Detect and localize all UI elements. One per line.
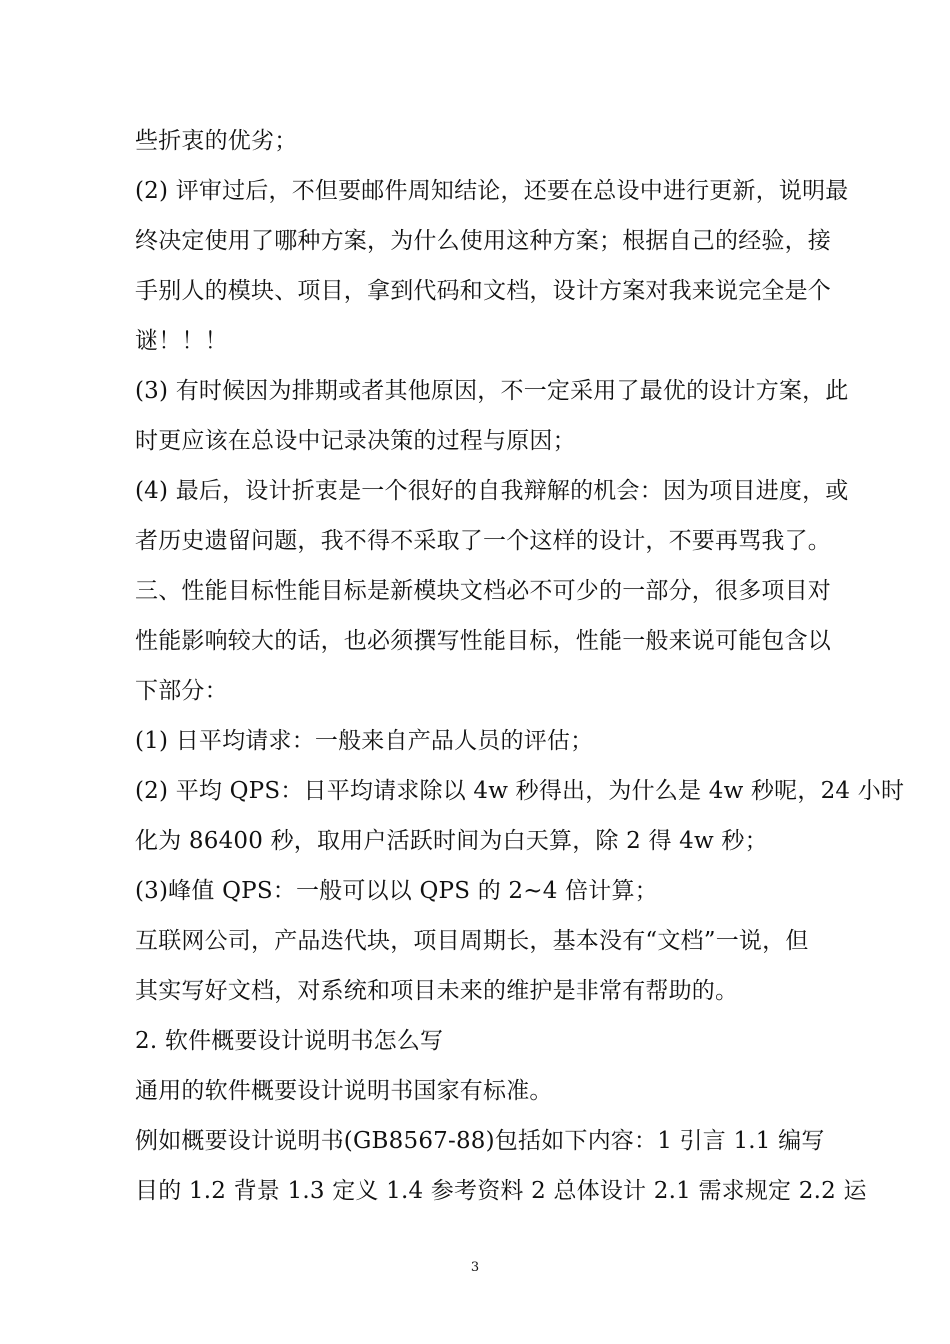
text-line: (2) 评审过后，不但要邮件周知结论，还要在总设中进行更新，说明最 [135, 178, 849, 204]
text-line: 化为 86400 秒，取用户活跃时间为白天算，除 2 得 4w 秒； [135, 828, 768, 854]
text-line: 互联网公司，产品迭代块，项目周期长，基本没有“文档”一说，但 [135, 928, 809, 954]
text-line: (4) 最后，设计折衷是一个很好的自我辩解的机会：因为项目进度，或 [135, 478, 849, 504]
text-line: (3)峰值 QPS：一般可以以 QPS 的 2~4 倍计算； [135, 878, 658, 904]
text-line: (2) 平均 QPS：日平均请求除以 4w 秒得出，为什么是 4w 秒呢，24 小时 [135, 778, 905, 804]
section-heading: 2. 软件概要设计说明书怎么写 [135, 1028, 444, 1054]
text-line: 三、性能目标性能目标是新模块文档必不可少的一部分，很多项目对 [135, 578, 831, 604]
text-line: 终决定使用了哪种方案，为什么使用这种方案；根据自己的经验，接 [135, 228, 831, 254]
text-line: (1) 日平均请求：一般来自产品人员的评估； [135, 728, 594, 754]
text-line: 些折衷的优劣； [135, 128, 298, 154]
text-line: 其实写好文档，对系统和项目未来的维护是非常有帮助的。 [135, 978, 739, 1004]
text-line: 性能影响较大的话，也必须撰写性能目标，性能一般来说可能包含以 [135, 628, 831, 654]
text-line: 谜！！！ [135, 328, 228, 354]
text-line: 手别人的模块、项目，拿到代码和文档，设计方案对我来说完全是个 [135, 278, 831, 304]
text-line: 目的 1.2 背景 1.3 定义 1.4 参考资料 2 总体设计 2.1 需求规定 2.2 运 [135, 1178, 867, 1204]
text-line: 时更应该在总设中记录决策的过程与原因； [135, 428, 576, 454]
text-line: (3) 有时候因为排期或者其他原因，不一定采用了最优的设计方案，此 [135, 378, 849, 404]
text-line: 通用的软件概要设计说明书国家有标准。 [135, 1078, 553, 1104]
page-number: 3 [470, 1260, 480, 1275]
text-line: 下部分： [135, 678, 228, 704]
text-line: 者历史遗留问题，我不得不采取了一个这样的设计，不要再骂我了。 [135, 528, 831, 554]
text-line: 例如概要设计说明书(GB8567-88)包括如下内容：1 引言 1.1 编写 [135, 1128, 825, 1154]
